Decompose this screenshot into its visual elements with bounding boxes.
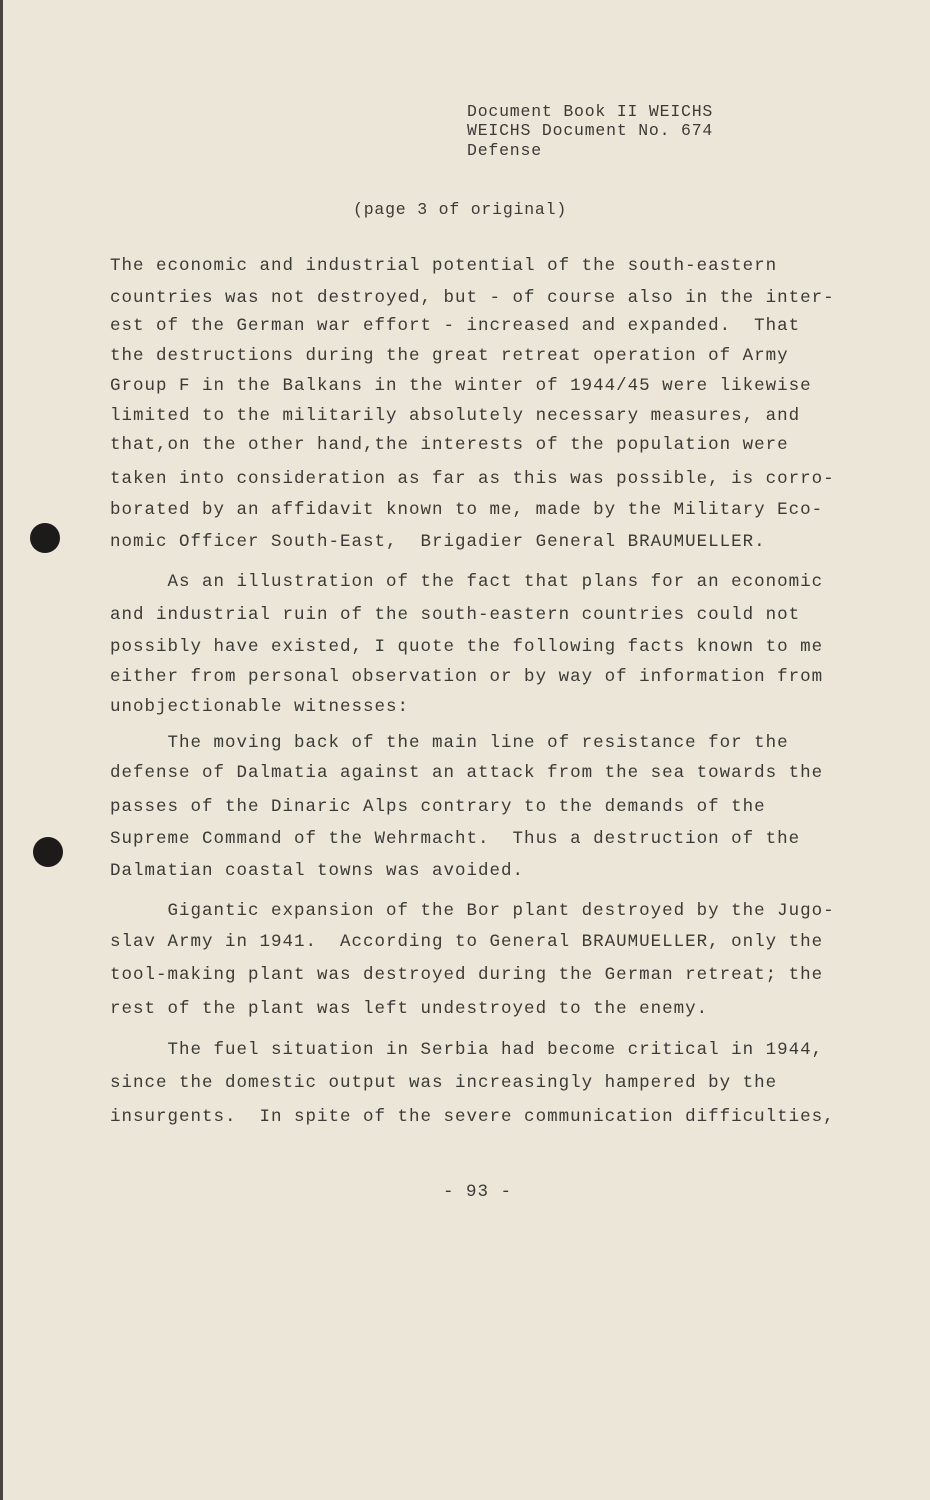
paragraph-2-line: unobjectionable witnesses: [110, 697, 410, 717]
paragraph-3-line: Dalmatian coastal towns was avoided. [110, 861, 525, 881]
page-number: - 93 - [443, 1182, 513, 1202]
paragraph-1-line: The economic and industrial potential of the south-eastern [110, 256, 778, 276]
punch-hole [33, 837, 63, 867]
paragraph-1-line: countries was not destroyed, but - of course also in the inter- [110, 288, 835, 308]
paragraph-4-line: slav Army in 1941. According to General BRAUMUELLER, only the [110, 932, 824, 952]
paragraph-2-line: and industrial ruin of the south-eastern countries could not [110, 605, 801, 625]
punch-hole [30, 523, 60, 553]
paragraph-2-line: As an illustration of the fact that plans for an economic [110, 572, 824, 592]
paragraph-4-line: rest of the plant was left undestroyed to the enemy. [110, 999, 709, 1019]
paragraph-2-line: possibly have existed, I quote the following facts known to me [110, 637, 824, 657]
page-reference: (page 3 of original) [353, 200, 568, 219]
paragraph-3-line: Supreme Command of the Wehrmacht. Thus a destruction of the [110, 829, 801, 849]
header-line-defense: Defense [467, 141, 542, 160]
paragraph-4-line: tool-making plant was destroyed during the German retreat; the [110, 965, 824, 985]
paragraph-1-line: limited to the militarily absolutely necessary measures, and [110, 406, 801, 426]
paragraph-1-line: the destructions during the great retreat operation of Army [110, 346, 789, 366]
paragraph-5-line: since the domestic output was increasingly hampered by the [110, 1073, 778, 1093]
paragraph-3-line: passes of the Dinaric Alps contrary to the demands of the [110, 797, 766, 817]
paragraph-1-line: est of the German war effort - increased and expanded. That [110, 316, 801, 336]
paragraph-5-line: insurgents. In spite of the severe communication difficulties, [110, 1107, 835, 1127]
paragraph-1-line: borated by an affidavit known to me, made by the Military Eco- [110, 500, 824, 520]
paragraph-1-line: taken into consideration as far as this was possible, is corro- [110, 469, 835, 489]
paragraph-1-line: that,on the other hand,the interests of the population were [110, 435, 789, 455]
page-edge [0, 0, 3, 1500]
header-line-document-number: WEICHS Document No. 674 [467, 121, 714, 140]
paragraph-1-line: nomic Officer South-East, Brigadier General BRAUMUELLER. [110, 532, 766, 552]
paragraph-4-line: Gigantic expansion of the Bor plant destroyed by the Jugo- [110, 901, 835, 921]
paragraph-2-line: either from personal observation or by way of information from [110, 667, 824, 687]
paragraph-3-line: defense of Dalmatia against an attack from the sea towards the [110, 763, 824, 783]
paragraph-5-line: The fuel situation in Serbia had become critical in 1944, [110, 1040, 824, 1060]
header-line-document-book: Document Book II WEICHS [467, 102, 714, 121]
paragraph-1-line: Group F in the Balkans in the winter of 1944/45 were likewise [110, 376, 812, 396]
paragraph-3-line: The moving back of the main line of resistance for the [110, 733, 789, 753]
